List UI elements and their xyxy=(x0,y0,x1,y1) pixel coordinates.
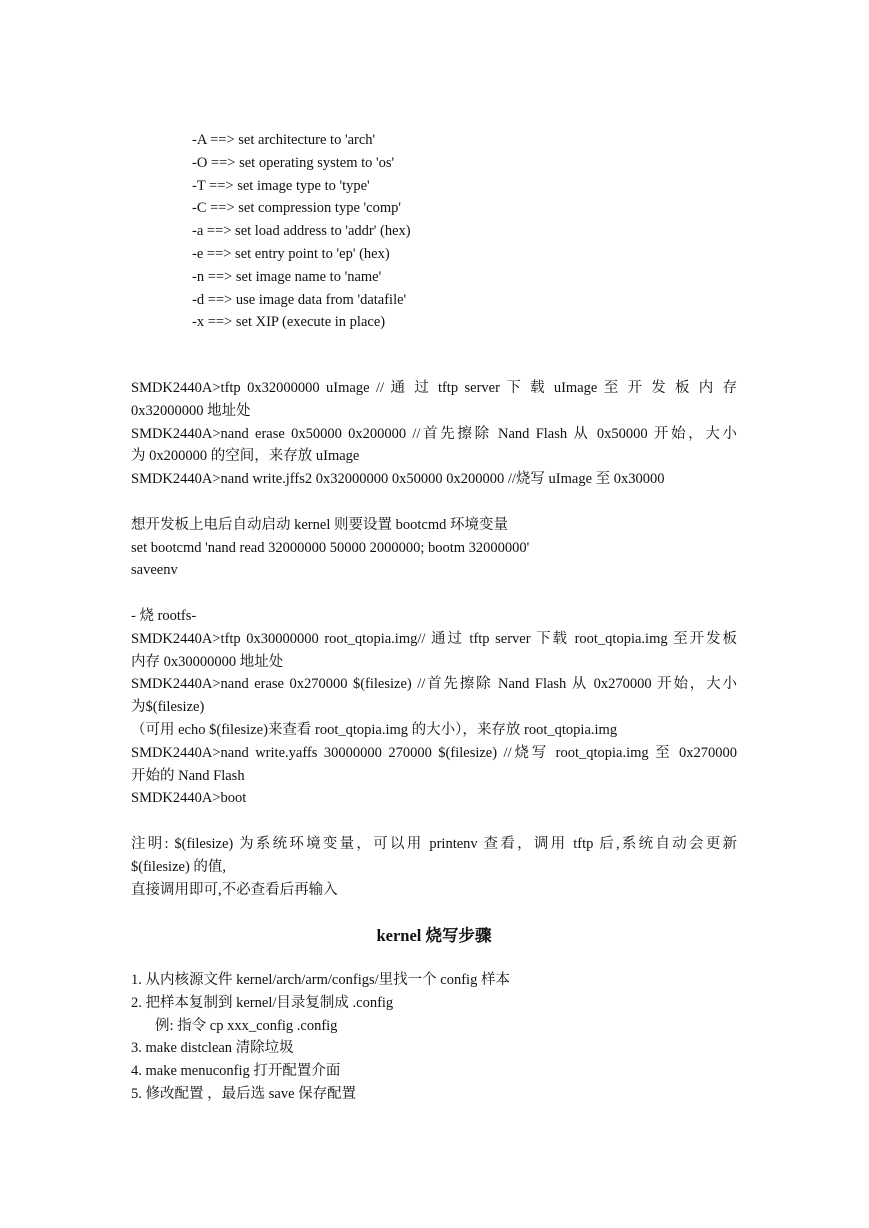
step-item: 5. 修改配置 ，最后选 save 保存配置 xyxy=(131,1085,357,1102)
uimage-write-line: SMDK2440A>nand write.jffs2 0x32000000 0x50000 0x200000 //烧写 uImage 至 0x30000 xyxy=(131,471,665,488)
kernel-steps-list xyxy=(131,969,737,1106)
note-line: 注明: $(filesize) 为系统环境变量，可以用 printenv 查看，调用 tftp 后,系统自动会更新 xyxy=(131,835,737,852)
step-item: 3. make distclean 清除垃圾 xyxy=(131,1040,294,1057)
note-line-cont: $(filesize) 的值, xyxy=(131,858,227,875)
uimage-tftp-line-cont: 0x32000000 地址处 xyxy=(131,402,251,419)
option-line: -x ==> set XIP (execute in place) xyxy=(192,314,386,331)
uimage-tftp-line: SMDK2440A>tftp 0x32000000 uImage // 通 过 tftp server 下 载 uImage 至 开 发 板 内 存 xyxy=(131,380,737,396)
option-line: -n ==> set image name to 'name' xyxy=(192,268,382,285)
rootfs-tftp-line: SMDK2440A>tftp 0x30000000 root_qtopia.img// 通过 tftp server 下载 root_qtopia.img 至开发板 xyxy=(131,630,737,647)
option-line: -T ==> set image type to 'type' xyxy=(192,177,370,194)
option-line: -d ==> use image data from 'datafile' xyxy=(192,291,407,308)
paragraph-gap xyxy=(131,491,737,514)
note-line-final: 直接调用即可,不必查看后再输入 xyxy=(131,881,338,898)
option-line: -a ==> set load address to 'addr' (hex) xyxy=(192,223,411,240)
bootcmd-intro: 想开发板上电后自动启动 kernel 则要设置 bootcmd 环境变量 xyxy=(131,516,508,533)
step-example: 例: 指令 cp xxx_config .config xyxy=(155,1017,338,1034)
rootfs-title: - 烧 rootfs- xyxy=(131,607,197,624)
section-heading: kernel 烧写步骤 xyxy=(376,926,492,945)
step-item: 4. make menuconfig 打开配置介面 xyxy=(131,1063,341,1080)
option-line: -O ==> set operating system to 'os' xyxy=(192,154,395,171)
uimage-erase-line-cont: 为 0x200000 的空间，来存放 uImage xyxy=(131,448,360,465)
step-item: 1. 从内核源文件 kernel/arch/arm/configs/里找一个 config 样本 xyxy=(131,972,510,988)
option-line: -C ==> set compression type 'comp' xyxy=(192,200,401,217)
saveenv-line: saveenv xyxy=(131,562,178,579)
rootfs-erase-line: SMDK2440A>nand erase 0x270000 $(filesize) //首先擦除 Nand Flash 从 0x270000 开始，大小 xyxy=(131,676,737,693)
rootfs-tftp-line-cont: 内存 0x30000000 地址处 xyxy=(131,653,284,670)
body-text xyxy=(131,377,737,901)
uimage-erase-line: SMDK2440A>nand erase 0x50000 0x200000 //首先擦除 Nand Flash 从 0x50000 开始，大小 xyxy=(131,425,737,442)
option-line: -A ==> set architecture to 'arch' xyxy=(192,132,376,148)
rootfs-erase-line-cont: 为$(filesize) xyxy=(131,699,205,716)
option-line: -e ==> set entry point to 'ep' (hex) xyxy=(192,245,390,262)
rootfs-write-line-cont: 开始的 Nand Flash xyxy=(131,767,245,784)
rootfs-write-line: SMDK2440A>nand write.yaffs 30000000 270000 $(filesize) //烧写 root_qtopia.img 至 0x270000 xyxy=(131,744,737,761)
boot-command-line: SMDK2440A>boot xyxy=(131,790,247,807)
bootcmd-set-line: set bootcmd 'nand read 32000000 50000 2000000; bootm 32000000' xyxy=(131,539,530,556)
paragraph-gap xyxy=(131,582,737,605)
rootfs-filesize-note: （可用 echo $(filesize)来查看 root_qtopia.img 的大小），来存放 root_qtopia.img xyxy=(131,721,618,738)
paragraph-gap xyxy=(131,810,737,833)
mkimage-options-list xyxy=(192,129,612,334)
step-item: 2. 把样本复制到 kernel/目录复制成 .config xyxy=(131,994,394,1011)
